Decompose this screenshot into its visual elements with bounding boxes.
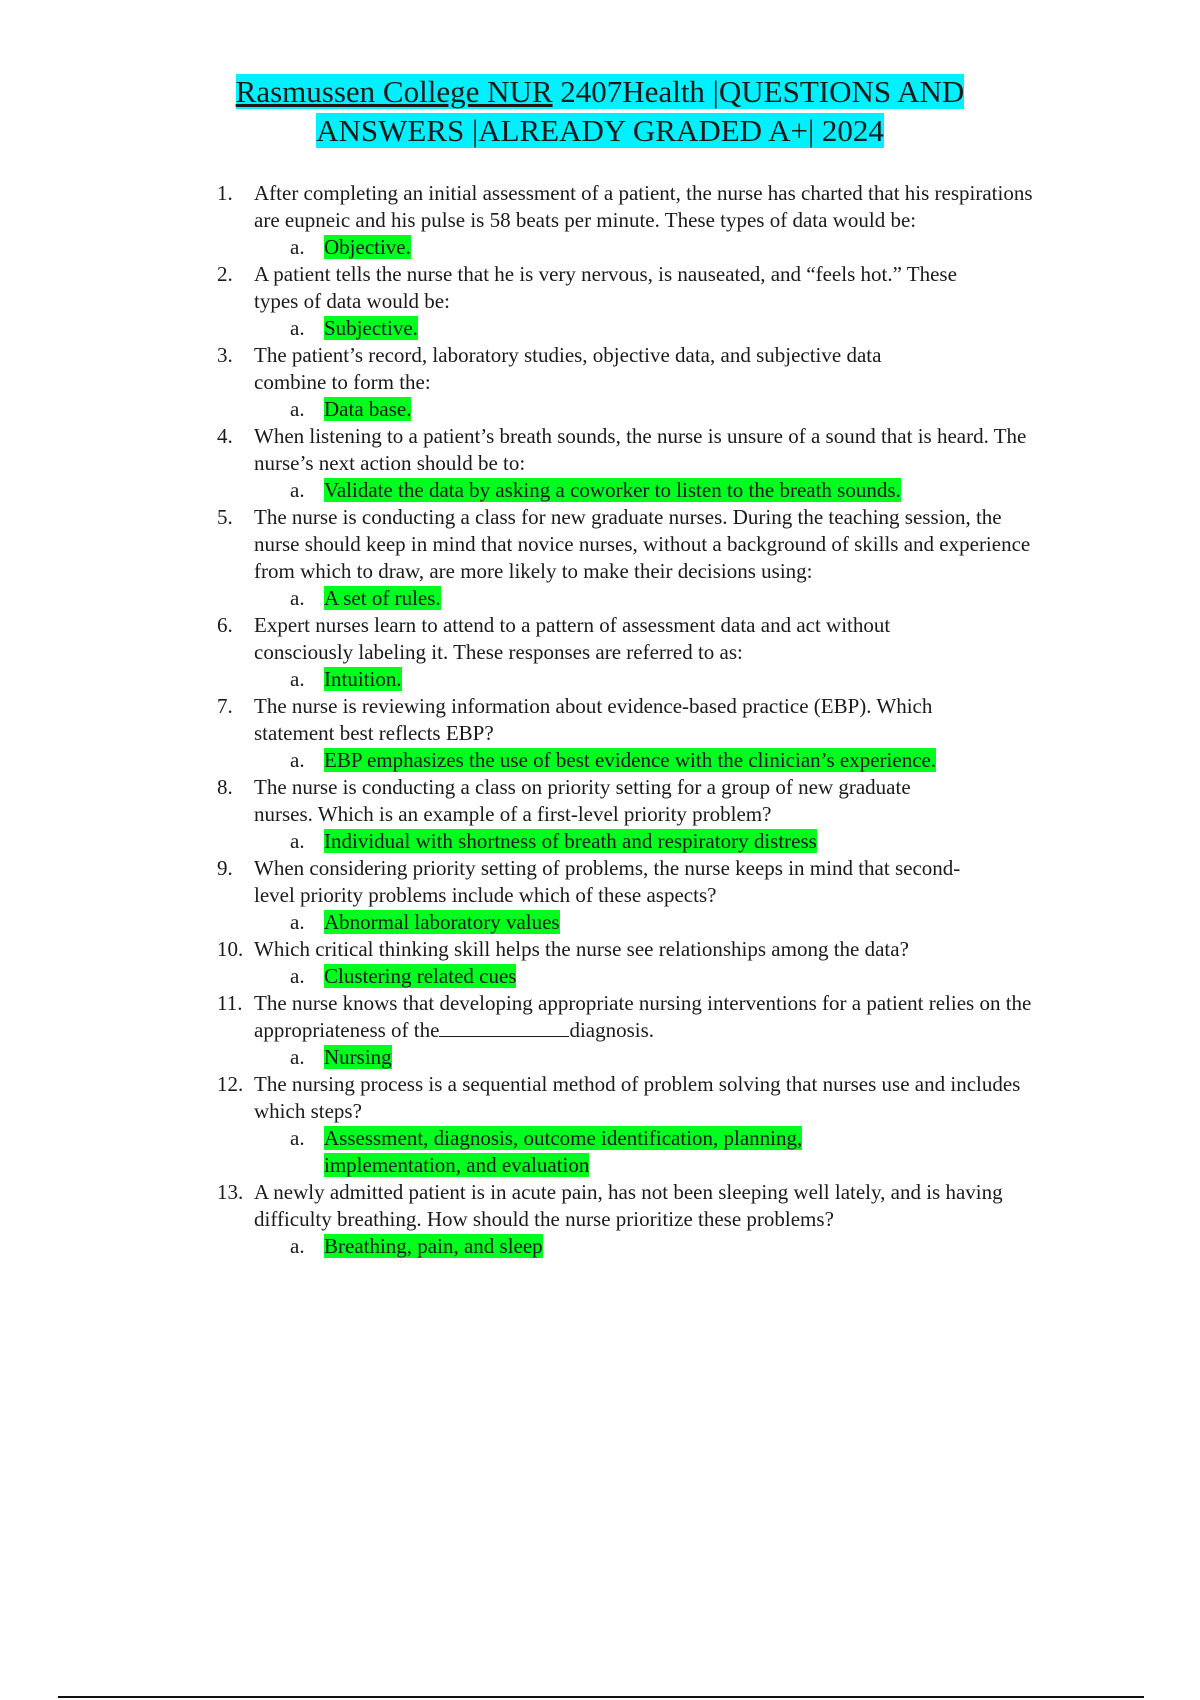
question-text: A newly admitted patient is in acute pain, has not been sleeping well lately, and is having difficulty breathing. How should the nurse prioritize these problems? (254, 1180, 1003, 1231)
question-number: 11. (217, 991, 243, 1015)
title-course: 2407Health |QUESTIONS AND (552, 74, 965, 109)
answer-text: Data base. (324, 397, 412, 421)
question-text: When considering priority setting of problems, the nurse keeps in mind that second-level priority problems include which of these aspects? (254, 856, 961, 907)
answer-letter: a. (290, 1045, 305, 1069)
answer-text: A set of rules. (324, 586, 441, 610)
footer-divider (58, 1696, 1144, 1698)
answer-text: Individual with shortness of breath and respiratory distress (324, 829, 817, 853)
question-number: 7. (217, 694, 233, 718)
title-line-1 (236, 74, 965, 109)
answer-letter: a. (290, 316, 305, 340)
question-text-after: diagnosis. (569, 1018, 655, 1042)
answer-text: Validate the data by asking a coworker to listen to the breath sounds. (324, 478, 901, 502)
question-number: 5. (217, 505, 233, 529)
question-number: 10. (217, 937, 244, 961)
answer-item (217, 828, 1047, 855)
question-text: After completing an initial assessment of a patient, the nurse has charted that his respirations are eupneic and his pulse is 58 beats per minute. These types of data would be: (254, 181, 1033, 232)
question-text: A patient tells the nurse that he is very nervous, is nauseated, and “feels hot.” These types of data would be: (254, 262, 957, 313)
question-item (217, 423, 1047, 477)
question-item (217, 1179, 1047, 1233)
answer-item (217, 963, 1047, 990)
answer-text: Clustering related cues (324, 964, 517, 988)
answer-item (217, 909, 1047, 936)
answer-text: Assessment, diagnosis, outcome identification, planning, implementation, and evaluation (324, 1126, 803, 1177)
answer-letter: a. (290, 397, 305, 421)
answer-item (217, 666, 1047, 693)
question-item (217, 612, 954, 666)
answer-item (217, 1233, 1047, 1260)
answer-item (217, 747, 1047, 774)
question-text: The nurse is conducting a class on priority setting for a group of new graduate nurses. Which is an example of a first-level priority problem? (254, 775, 911, 826)
question-number: 9. (217, 856, 233, 880)
answer-letter: a. (290, 964, 305, 988)
title-college: Rasmussen College NUR (235, 74, 553, 109)
question-item (217, 342, 954, 396)
answer-text: Intuition. (324, 667, 402, 691)
answer-letter: a. (290, 1234, 305, 1258)
answer-item (217, 477, 1047, 504)
question-item (217, 693, 1014, 747)
question-item (217, 261, 964, 315)
question-number: 8. (217, 775, 233, 799)
answer-item (217, 585, 1047, 612)
question-item (217, 504, 1044, 585)
answer-item (217, 1125, 864, 1179)
answer-item (217, 1044, 1047, 1071)
answer-text: Breathing, pain, and sleep (324, 1234, 543, 1258)
answer-letter: a. (290, 829, 305, 853)
question-number: 4. (217, 424, 233, 448)
question-item (217, 1071, 1054, 1125)
answer-letter: a. (290, 748, 305, 772)
answer-letter: a. (290, 235, 305, 259)
question-item (217, 990, 1047, 1044)
answer-text: Subjective. (324, 316, 418, 340)
question-text: The patient’s record, laboratory studies, objective data, and subjective data combine to form the: (254, 343, 882, 394)
answer-item (217, 315, 1047, 342)
question-text: The nurse is reviewing information about evidence-based practice (EBP). Which statement best reflects EBP? (254, 694, 933, 745)
answer-letter: a. (290, 910, 305, 934)
question-number: 13. (217, 1180, 244, 1204)
fill-in-blank (439, 1018, 569, 1037)
question-list (217, 180, 1047, 1260)
question-text-before: The nurse knows that developing appropriate nursing interventions for a patient relies on the appropriateness of the (254, 991, 1032, 1042)
answer-text: Abnormal laboratory values (324, 910, 560, 934)
answer-text: Nursing (324, 1045, 392, 1069)
question-number: 6. (217, 613, 233, 637)
answer-text: EBP emphasizes the use of best evidence with the clinician’s experience. (324, 748, 937, 772)
question-text: Expert nurses learn to attend to a pattern of assessment data and act without consciously labeling it. These responses are referred to as: (254, 613, 891, 664)
question-number: 1. (217, 181, 233, 205)
question-number: 2. (217, 262, 233, 286)
answer-text: Objective. (324, 235, 411, 259)
answer-letter: a. (290, 667, 305, 691)
answer-item (217, 234, 1047, 261)
answer-letter: a. (290, 586, 305, 610)
question-text: Which critical thinking skill helps the nurse see relationships among the data? (254, 937, 909, 961)
question-text: The nursing process is a sequential method of problem solving that nurses use and includes which steps? (254, 1072, 1021, 1123)
question-number: 12. (217, 1072, 244, 1096)
question-text: When listening to a patient’s breath sounds, the nurse is unsure of a sound that is heard. The nurse’s next action should be to: (254, 424, 1027, 475)
question-item (217, 180, 1047, 234)
question-text: The nurse is conducting a class for new graduate nurses. During the teaching session, the nurse should keep in mind that novice nurses, without a background of skills and experience from which to draw, are more likely to make their decisions using: (254, 505, 1031, 583)
question-item (217, 936, 1047, 963)
question-item (217, 774, 974, 828)
title-line-2: ANSWERS |ALREADY GRADED A+| 2024 (316, 113, 884, 148)
question-item (217, 855, 994, 909)
answer-item (217, 396, 1047, 423)
answer-letter: a. (290, 478, 305, 502)
question-number: 3. (217, 343, 233, 367)
document-title (0, 72, 1200, 150)
answer-letter: a. (290, 1126, 305, 1150)
